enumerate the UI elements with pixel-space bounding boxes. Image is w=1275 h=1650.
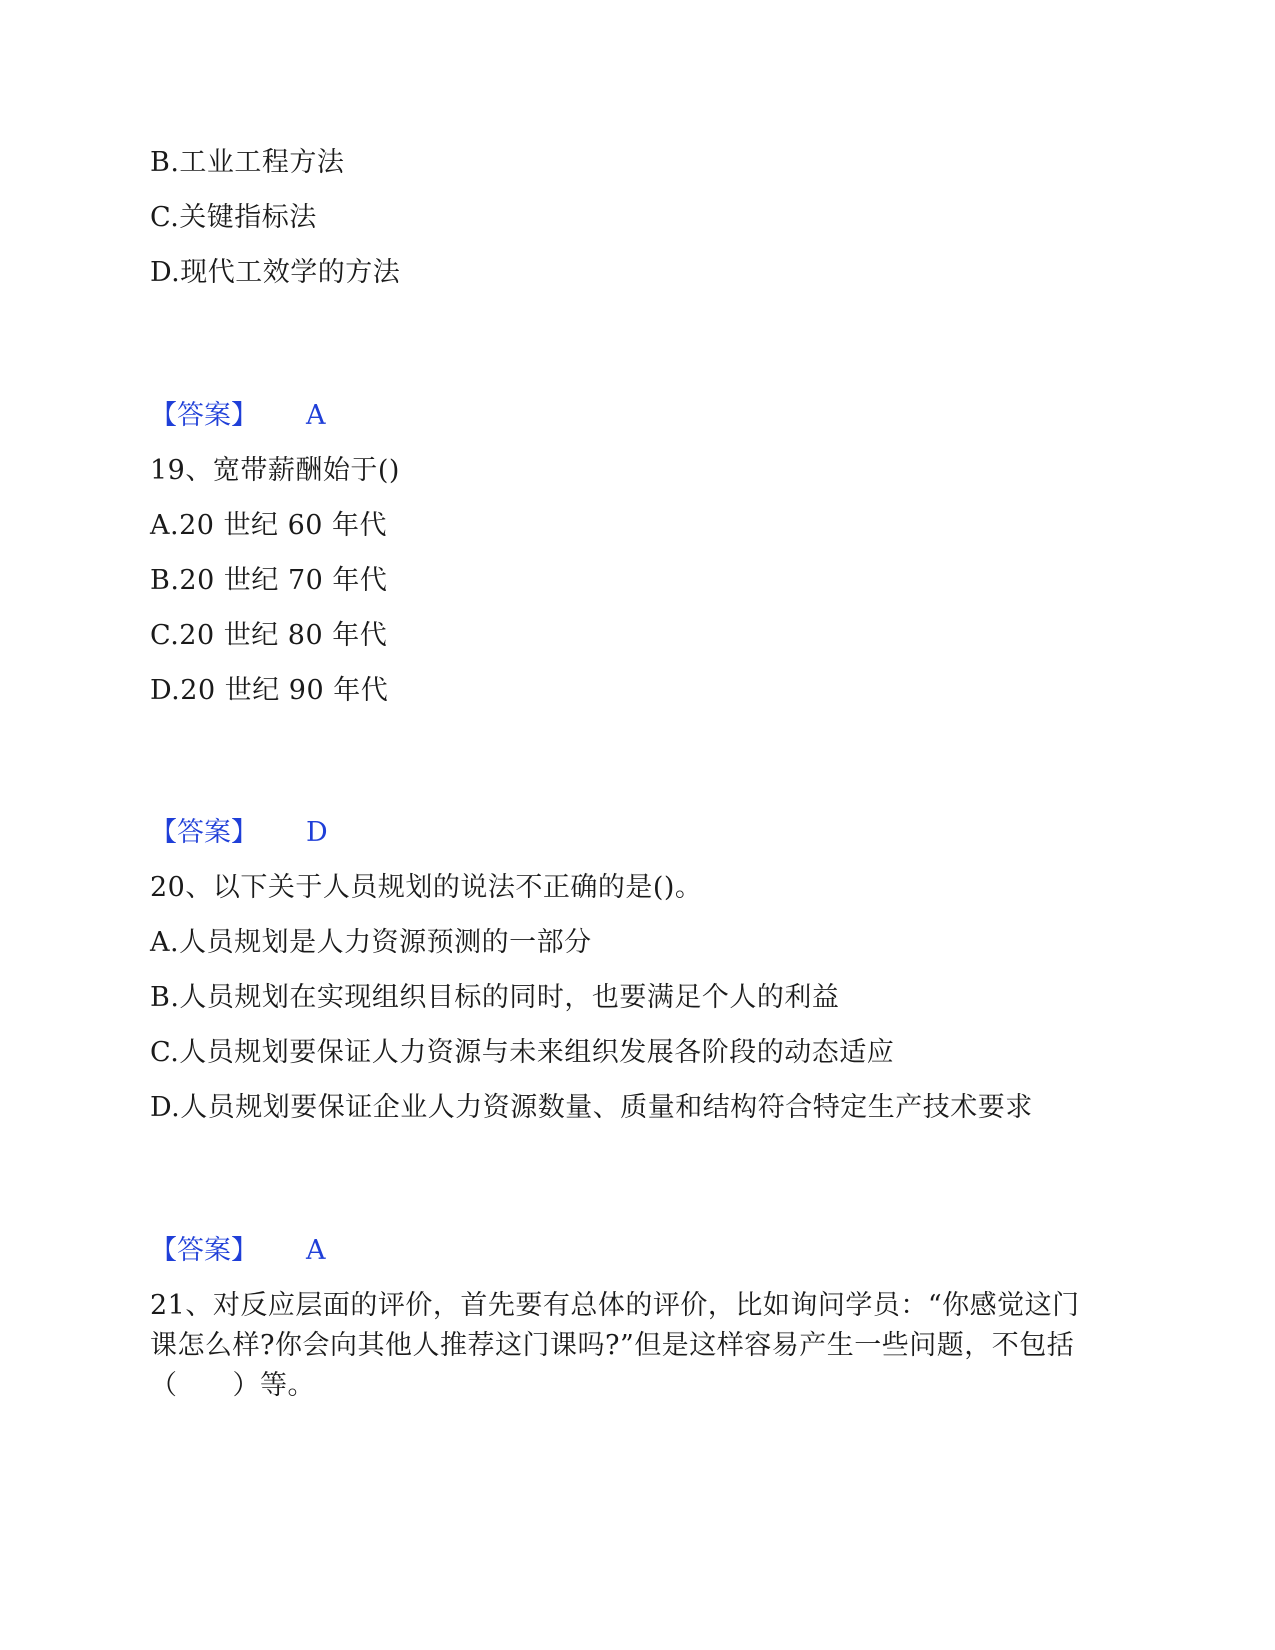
q21-stem-line-2: 课怎么样?你会向其他人推荐这门课吗?”但是这样容易产生一些问题，不包括 [150, 1330, 1075, 1361]
q19-answer [150, 813, 328, 853]
q20-option-a: A.人员规划是人力资源预测的一部分 [150, 927, 592, 958]
q20-option-d: D.人员规划要保证企业人力资源数量、质量和结构符合特定生产技术要求 [150, 1092, 1033, 1123]
q19-option-c: C.20 世纪 80 年代 [150, 620, 388, 651]
answer-label: 【答案】 [150, 817, 258, 848]
q21-stem-line-1: 21、对反应层面的评价，首先要有总体的评价，比如询问学员：“你感觉这门 [150, 1290, 1080, 1321]
q18-option-d: D.现代工效学的方法 [150, 257, 401, 288]
q19-option-a: A.20 世纪 60 年代 [150, 510, 388, 541]
q20-option-b: B.人员规划在实现组织目标的同时，也要满足个人的利益 [150, 982, 840, 1013]
q20-option-c: C.人员规划要保证人力资源与未来组织发展各阶段的动态适应 [150, 1037, 895, 1068]
answer-value: A [306, 400, 326, 431]
answer-value: A [306, 1235, 326, 1266]
q21-stem-line-3: （ ）等。 [150, 1370, 315, 1401]
answer-label: 【答案】 [150, 1235, 258, 1266]
q18-option-b: B.工业工程方法 [150, 147, 345, 178]
q19-stem: 19、宽带薪酬始于() [150, 455, 400, 486]
q18-option-c: C.关键指标法 [150, 202, 317, 233]
answer-label: 【答案】 [150, 400, 258, 431]
q19-option-d: D.20 世纪 90 年代 [150, 675, 389, 706]
q20-stem: 20、以下关于人员规划的说法不正确的是()。 [150, 872, 703, 903]
q19-option-b: B.20 世纪 70 年代 [150, 565, 388, 596]
answer-value: D [306, 817, 328, 848]
q18-answer [150, 396, 326, 436]
q20-answer [150, 1231, 326, 1271]
